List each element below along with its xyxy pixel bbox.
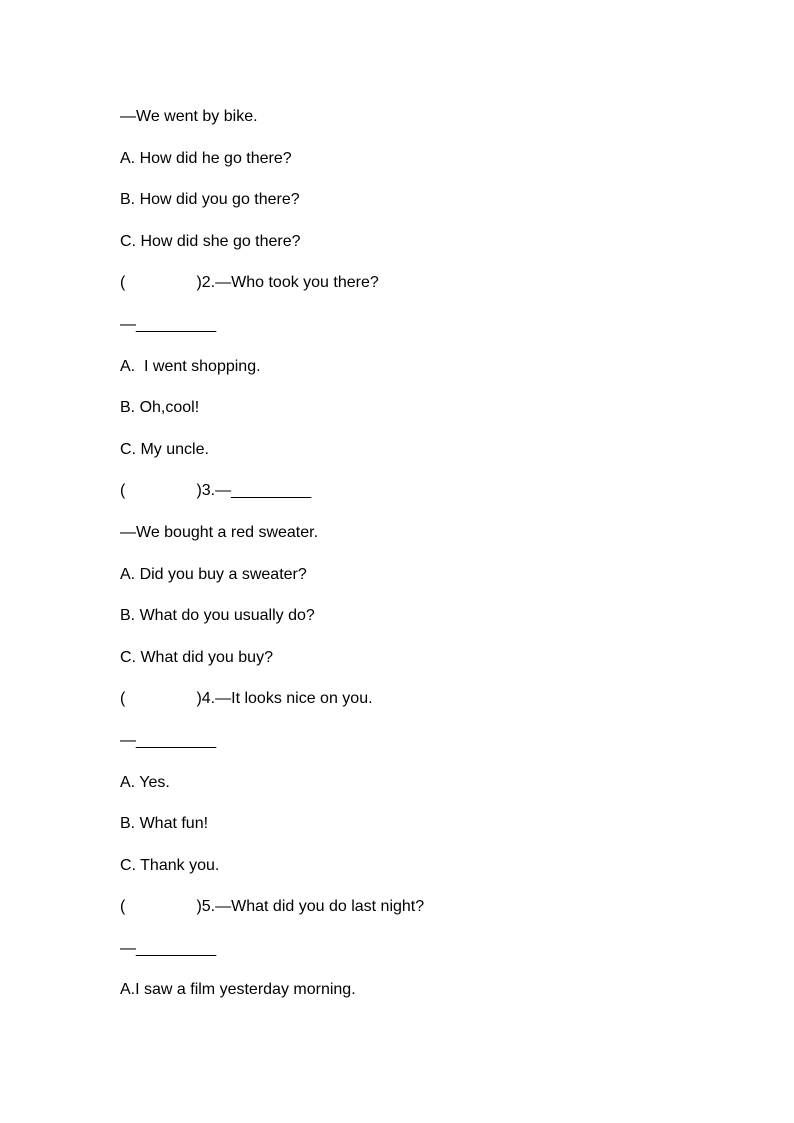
option-a: A.I saw a film yesterday morning.	[120, 981, 356, 999]
option-c: C. How did she go there?	[120, 232, 301, 250]
answer-line: —We went by bike.	[120, 108, 258, 125]
answer-blank: —_________	[120, 731, 217, 749]
option-b: B. How did you go there?	[120, 191, 300, 209]
option-a: A. I went shopping.	[120, 357, 261, 375]
option-b: B. What fun!	[120, 815, 209, 833]
question-4: ( )4.—It looks nice on you.	[120, 690, 373, 708]
answer-blank: —_________	[120, 939, 217, 957]
option-a: A. Did you buy a sweater?	[120, 565, 307, 583]
option-a: A. Yes.	[120, 773, 170, 791]
question-5: ( )5.—What did you do last night?	[120, 898, 425, 916]
worksheet-page	[120, 107, 720, 1022]
option-c: C. Thank you.	[120, 856, 220, 874]
answer-blank: —_________	[120, 315, 217, 333]
option-b: B. Oh,cool!	[120, 399, 200, 417]
option-c: C. My uncle.	[120, 440, 209, 458]
option-b: B. What do you usually do?	[120, 607, 315, 625]
question-3: ( )3.—_________	[120, 482, 312, 500]
question-2: ( )2.—Who took you there?	[120, 274, 379, 292]
option-c: C. What did you buy?	[120, 648, 273, 666]
answer-line: —We bought a red sweater.	[120, 523, 319, 541]
option-a: A. How did he go there?	[120, 149, 292, 167]
